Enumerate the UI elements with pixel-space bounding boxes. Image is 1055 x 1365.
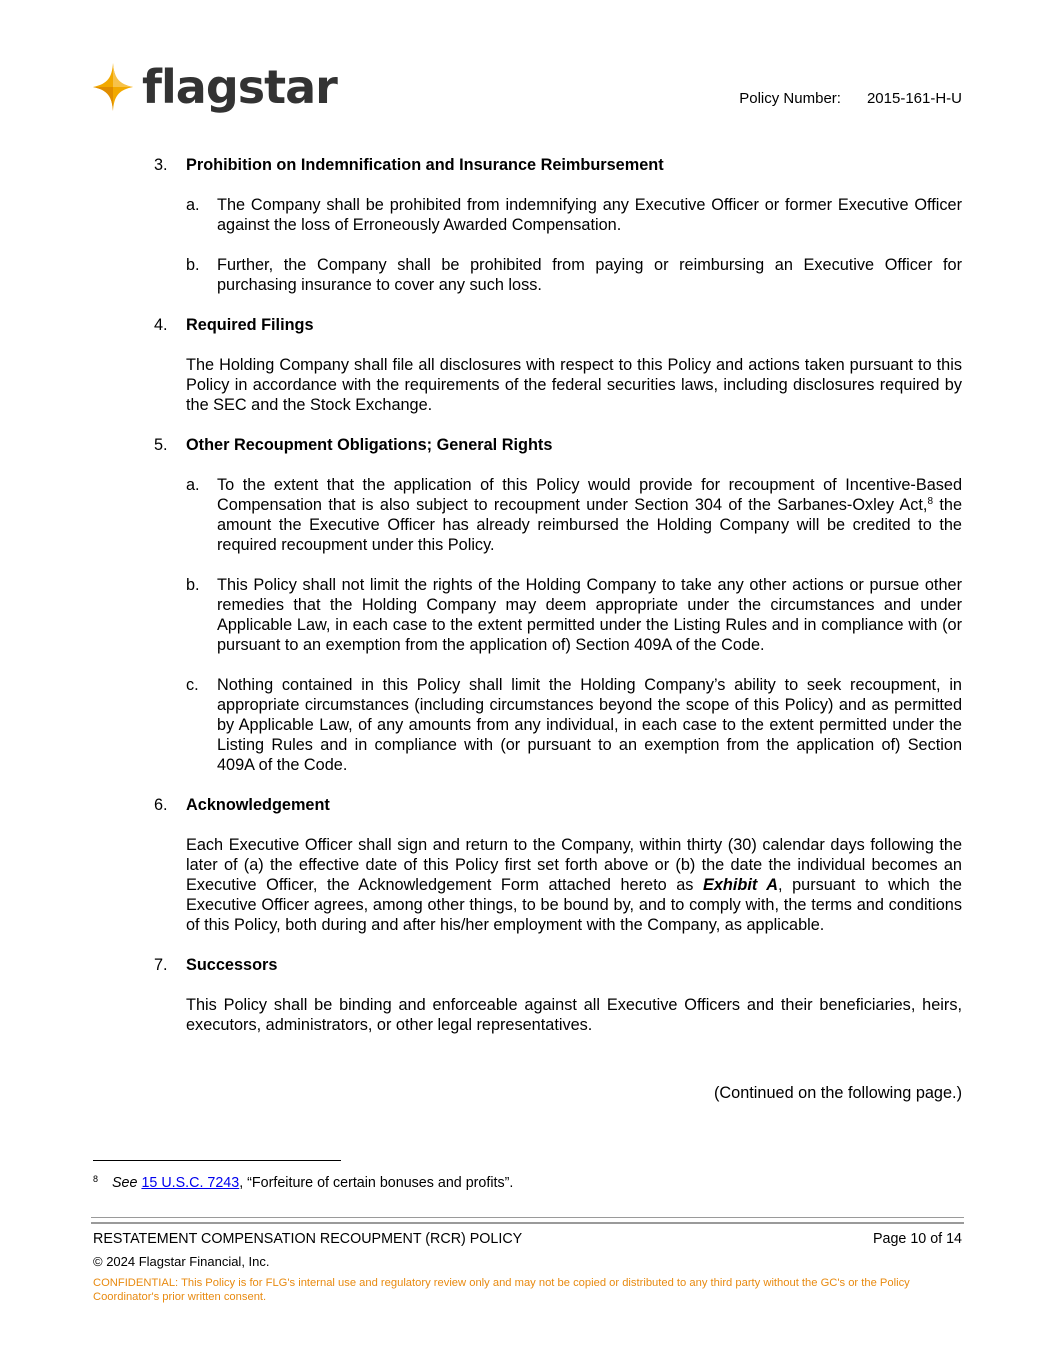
copyright: © 2024 Flagstar Financial, Inc. bbox=[93, 1254, 270, 1269]
flagstar-logo bbox=[92, 60, 337, 114]
section-heading-6: 6. Acknowledgement bbox=[154, 796, 330, 814]
policy-number bbox=[739, 90, 962, 107]
statute-link[interactable]: 15 U.S.C. 7243 bbox=[141, 1175, 240, 1191]
section-5a: a. To the extent that the application of this Policy would provide for recoupment of Incentive-Based Compensation that is also subject to recoupment under Section 304 of the Sarbanes-Oxley Act,$^8$ the amount the Executive Officer has already reimbursed the Holding Company will be credited to the required recoupment under this Policy. bbox=[186, 476, 962, 554]
section-heading-4: 4. Required Filings bbox=[154, 316, 314, 334]
continued-note: (Continued on the following page.) bbox=[713, 1084, 962, 1102]
section-7-text: This Policy shall be binding and enforceable against all Executive Officers and their beneficiaries, heirs, executors, administrators, or other legal representatives. bbox=[186, 996, 962, 1034]
policy-number-value: 2015-161-H-U bbox=[866, 90, 962, 107]
section-heading-7: 7. Successors bbox=[154, 956, 278, 974]
section-5b: b. This Policy shall not limit the rights of the Holding Company to take any other actions or pursue other remedies that the Holding Company may deem appropriate under the circumstances and under Applicable Law, in each case to the extent permitted under the Listing Rules and in compliance with (or pursuant to an exemption from the application of) Section 409A of the Code. bbox=[186, 576, 962, 654]
section-4-text: The Holding Company shall file all disclosures with respect to this Policy and actions taken pursuant to this Policy in accordance with the requirements of the federal securities laws, including disclosures required by the SEC and the Stock Exchange. bbox=[186, 356, 962, 414]
confidential-notice: CONFIDENTIAL: This Policy is for FLG's internal use and regulatory review only and may not be copied or distributed to any third party without the GC's or the Policy Coordinator's prior written consent. bbox=[93, 1277, 910, 1303]
page-number: Page 10 of 14 bbox=[872, 1231, 962, 1247]
section-5c: c. Nothing contained in this Policy shall limit the Holding Company’s ability to seek recoupment, in appropriate circumstances (including circumstances beyond the scope of this Policy) and as permitted by Applicable Law, of any amounts from any individual, in each case to the extent permitted under the Listing Rules and in compliance with (or pursuant to an exemption from the application of) Section 409A of the Code. bbox=[186, 676, 962, 774]
section-3a: a. The Company shall be prohibited from indemnifying any Executive Officer or former Executive Officer against the loss of Erroneously Awarded Compensation. bbox=[186, 196, 962, 234]
footnote-ref-8[interactable]: 8 bbox=[927, 496, 934, 507]
footnote-8: $^8$ See 15 U.S.C. 7243, “Forfeiture of certain bonuses and profits”. bbox=[93, 1174, 514, 1191]
document-body bbox=[154, 155, 962, 1103]
footer-policy-title: RESTATEMENT COMPENSATION RECOUPMENT (RCR) POLICY bbox=[93, 1231, 523, 1247]
flagstar-star-icon bbox=[92, 62, 134, 112]
footer-divider bbox=[91, 1217, 964, 1224]
section-3b: b. Further, the Company shall be prohibited from paying or reimbursing an Executive Officer for purchasing insurance to cover any such loss. bbox=[186, 256, 962, 294]
policy-number-label: Policy Number: bbox=[739, 90, 841, 107]
footnote-divider bbox=[93, 1160, 341, 1161]
section-heading-3: 3. Prohibition on Indemnification and Insurance Reimbursement bbox=[154, 156, 664, 174]
logo-wordmark: flagstar bbox=[142, 60, 337, 114]
exhibit-a-reference: Exhibit A bbox=[703, 876, 778, 894]
section-heading-5: 5. Other Recoupment Obligations; General Rights bbox=[154, 436, 553, 454]
section-6-text: Each Executive Officer shall sign and return to the Company, within thirty (30) calendar days following the later of (a) the effective date of this Policy first set forth above or (b) the date the individual becomes an Executive Officer, the Acknowledgement Form attached hereto as Exhibit A, pursuant to which the Executive Officer agrees, among other things, to be bound by, and to comply with, the terms and conditions of this Policy, both during and after his/her employment with the Company, as applicable. bbox=[186, 836, 962, 934]
